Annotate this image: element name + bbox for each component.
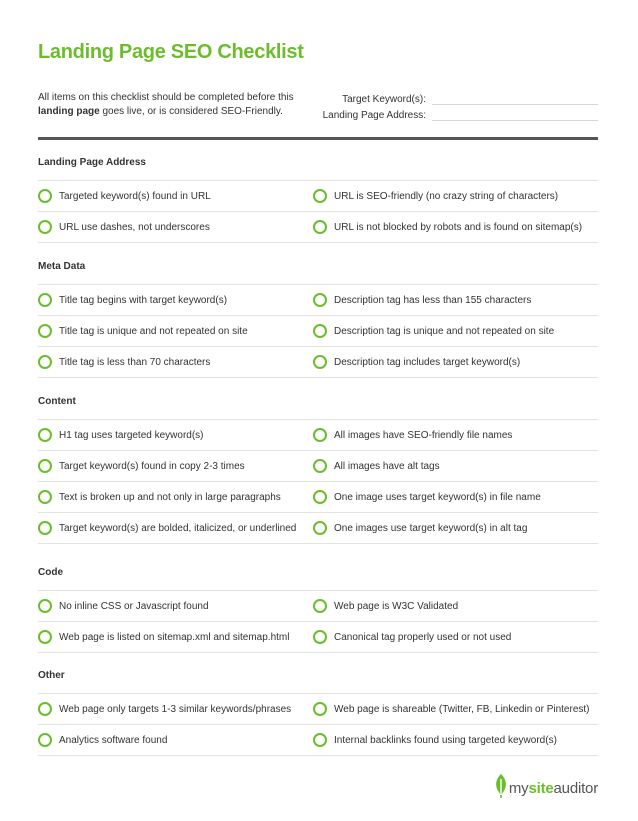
section-divider bbox=[38, 543, 598, 544]
intro-line2: goes live, or is considered SEO-Friendly. bbox=[99, 106, 283, 117]
section-title: Content bbox=[38, 396, 76, 407]
checkbox-circle-icon[interactable] bbox=[38, 220, 52, 234]
checklist-item-label: Target keyword(s) are bolded, italicized, or underlined bbox=[59, 522, 297, 534]
logo-accent: site bbox=[528, 780, 554, 797]
checklist-item bbox=[38, 181, 313, 211]
checkbox-circle-icon[interactable] bbox=[313, 702, 327, 716]
checklist-item-label: URL use dashes, not underscores bbox=[59, 221, 210, 233]
checklist-row bbox=[38, 621, 598, 652]
checklist-item-label: Title tag is unique and not repeated on site bbox=[59, 325, 248, 337]
checklist-item bbox=[313, 420, 598, 450]
checkbox-circle-icon[interactable] bbox=[38, 599, 52, 613]
checklist-item bbox=[313, 451, 598, 481]
checklist-item bbox=[313, 725, 598, 755]
checkbox-circle-icon[interactable] bbox=[313, 630, 327, 644]
checkbox-circle-icon[interactable] bbox=[313, 189, 327, 203]
logo-pre: my bbox=[508, 780, 529, 797]
checklist-row bbox=[38, 284, 598, 315]
checklist-item bbox=[313, 316, 598, 346]
checklist-item-label: One image uses target keyword(s) in file name bbox=[334, 491, 541, 503]
checklist-item-label: Description tag includes target keyword(s) bbox=[334, 356, 521, 368]
checklist-item-label: Internal backlinks found using targeted keyword(s) bbox=[334, 734, 557, 746]
landing-page-address-row bbox=[300, 105, 598, 121]
section-divider bbox=[38, 377, 598, 378]
logo-post: auditor bbox=[553, 780, 598, 797]
page-title: Landing Page SEO Checklist bbox=[38, 41, 304, 63]
checklist-item-label: Canonical tag properly used or not used bbox=[334, 631, 512, 643]
checklist-item-label: One images use target keyword(s) in alt tag bbox=[334, 522, 528, 534]
checklist-row bbox=[38, 481, 598, 512]
checklist-row bbox=[38, 315, 598, 346]
checklist-item bbox=[38, 694, 313, 724]
checklist-item bbox=[38, 513, 313, 543]
checkbox-circle-icon[interactable] bbox=[38, 189, 52, 203]
checklist-item-label: URL is SEO-friendly (no crazy string of characters) bbox=[334, 190, 559, 202]
checkbox-circle-icon[interactable] bbox=[38, 324, 52, 338]
checklist-item bbox=[313, 622, 598, 652]
checklist-item bbox=[38, 347, 313, 377]
checkbox-circle-icon[interactable] bbox=[313, 599, 327, 613]
checklist-item bbox=[38, 212, 313, 242]
checklist-item bbox=[38, 482, 313, 512]
target-fields bbox=[300, 89, 598, 121]
checklist-item bbox=[313, 347, 598, 377]
checkbox-circle-icon[interactable] bbox=[313, 459, 327, 473]
checklist-item-label: URL is not blocked by robots and is found on sitemap(s) bbox=[334, 221, 583, 233]
checkbox-circle-icon[interactable] bbox=[313, 293, 327, 307]
checkbox-circle-icon[interactable] bbox=[38, 521, 52, 535]
checklist-row bbox=[38, 693, 598, 724]
checklist-row bbox=[38, 346, 598, 377]
checklist-item-label: H1 tag uses targeted keyword(s) bbox=[59, 429, 204, 441]
section-divider bbox=[38, 755, 598, 756]
checklist-row bbox=[38, 512, 598, 543]
checkbox-circle-icon[interactable] bbox=[38, 355, 52, 369]
section-divider bbox=[38, 652, 598, 653]
checkbox-circle-icon[interactable] bbox=[38, 490, 52, 504]
checklist-item bbox=[38, 420, 313, 450]
checkbox-circle-icon[interactable] bbox=[38, 733, 52, 747]
checklist-item-label: Description tag has less than 155 characters bbox=[334, 294, 532, 306]
section-title: Landing Page Address bbox=[38, 157, 146, 168]
checklist-item-label: No inline CSS or Javascript found bbox=[59, 600, 209, 612]
checklist-row bbox=[38, 450, 598, 481]
checklist-item bbox=[313, 513, 598, 543]
checklist-item-label: Web page is shareable (Twitter, FB, Linkedin or Pinterest) bbox=[334, 703, 590, 715]
checkbox-circle-icon[interactable] bbox=[313, 733, 327, 747]
section-title: Meta Data bbox=[38, 261, 86, 272]
checklist-item-label: Title tag begins with target keyword(s) bbox=[59, 294, 228, 306]
checklist-item bbox=[313, 181, 598, 211]
checklist-item-label: Title tag is less than 70 characters bbox=[59, 356, 211, 368]
checklist-item bbox=[38, 725, 313, 755]
checkbox-circle-icon[interactable] bbox=[38, 459, 52, 473]
checkbox-circle-icon[interactable] bbox=[313, 355, 327, 369]
checklist-item bbox=[38, 591, 313, 621]
checklist-item bbox=[38, 451, 313, 481]
checkbox-circle-icon[interactable] bbox=[313, 324, 327, 338]
landing-page-address-label: Landing Page Address: bbox=[322, 110, 426, 121]
checklist-item-label: Text is broken up and not only in large paragraphs bbox=[59, 491, 281, 503]
checklist-item-label: Web page only targets 1-3 similar keywords/phrases bbox=[59, 703, 292, 715]
checklist-item bbox=[38, 622, 313, 652]
section-divider bbox=[38, 242, 598, 243]
checklist-item bbox=[313, 212, 598, 242]
checklist-row bbox=[38, 724, 598, 755]
checkbox-circle-icon[interactable] bbox=[313, 521, 327, 535]
checkbox-circle-icon[interactable] bbox=[313, 428, 327, 442]
checklist-item-label: Analytics software found bbox=[59, 734, 168, 746]
checklist-item bbox=[38, 285, 313, 315]
checklist-item bbox=[313, 285, 598, 315]
checklist-item bbox=[313, 482, 598, 512]
checklist-row bbox=[38, 419, 598, 450]
checklist-item-label: Targeted keyword(s) found in URL bbox=[59, 190, 211, 202]
checklist-row bbox=[38, 590, 598, 621]
mysiteauditor-logo bbox=[493, 773, 598, 804]
leaf-icon bbox=[493, 773, 509, 804]
section-title: Code bbox=[38, 567, 63, 578]
checkbox-circle-icon[interactable] bbox=[38, 428, 52, 442]
checklist-row bbox=[38, 211, 598, 242]
checkbox-circle-icon[interactable] bbox=[38, 630, 52, 644]
checklist-item-label: Description tag is unique and not repeated on site bbox=[334, 325, 555, 337]
logo-wordmark bbox=[509, 780, 598, 797]
target-keyword-row bbox=[300, 89, 598, 105]
checkbox-circle-icon[interactable] bbox=[313, 490, 327, 504]
checkbox-circle-icon[interactable] bbox=[38, 702, 52, 716]
header-divider bbox=[38, 137, 598, 140]
checklist-item-label: Target keyword(s) found in copy 2-3 times bbox=[59, 460, 245, 472]
checkbox-circle-icon[interactable] bbox=[38, 293, 52, 307]
checklist-item bbox=[313, 694, 598, 724]
checkbox-circle-icon[interactable] bbox=[313, 220, 327, 234]
checklist-item-label: All images have alt tags bbox=[334, 460, 440, 472]
intro-bold: landing page bbox=[38, 106, 100, 117]
target-keyword-field[interactable] bbox=[432, 93, 598, 105]
checklist-item-label: All images have SEO-friendly file names bbox=[334, 429, 513, 441]
intro-line1: All items on this checklist should be completed before this bbox=[38, 92, 294, 103]
checklist-item bbox=[313, 591, 598, 621]
section-title: Other bbox=[38, 670, 65, 681]
landing-page-address-field[interactable] bbox=[432, 109, 598, 121]
checklist-item-label: Web page is listed on sitemap.xml and sitemap.html bbox=[59, 631, 290, 643]
intro-text bbox=[38, 91, 328, 119]
checklist-item-label: Web page is W3C Validated bbox=[334, 600, 459, 612]
checklist-row bbox=[38, 180, 598, 211]
checklist-item bbox=[38, 316, 313, 346]
target-keyword-label: Target Keyword(s): bbox=[342, 94, 426, 105]
